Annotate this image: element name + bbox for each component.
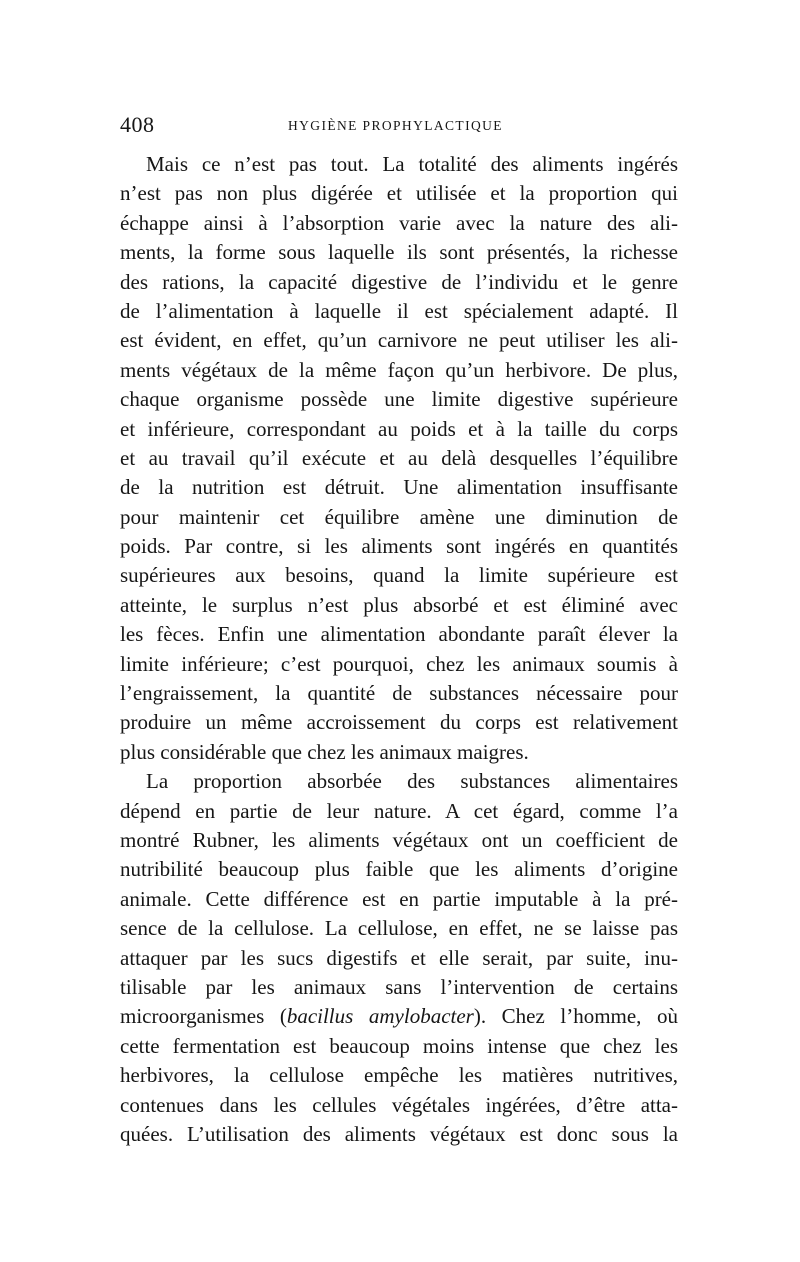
text-line: et inférieure, correspondant au poids et à la taille du corps bbox=[120, 416, 678, 441]
text-line: animale. Cette différence est en partie imputable à la pré- bbox=[120, 886, 678, 911]
text-line: de la nutrition est détruit. Une alimentation insuffisante bbox=[120, 475, 678, 500]
text-line: montré Rubner, les aliments végétaux ont un coefficient de bbox=[120, 827, 678, 852]
text-line: ments, la forme sous laquelle ils sont présentés, la richesse bbox=[120, 240, 678, 265]
text-line: produire un même accroissement du corps est relativement bbox=[120, 710, 678, 735]
text-line: contenues dans les cellules végétales ingérées, d’être atta- bbox=[120, 1092, 678, 1117]
text-line: les fèces. Enfin une alimentation abondante paraît élever la bbox=[120, 622, 678, 647]
text-line: plus considérable que chez les animaux maigres. bbox=[120, 739, 529, 764]
text-line: attaquer par les sucs digestifs et elle serait, par suite, inu- bbox=[120, 945, 678, 970]
body-text bbox=[120, 150, 678, 1149]
text-line: microorganismes (bacillus amylobacter). Chez l’homme, où bbox=[120, 1004, 678, 1029]
text-line: cette fermentation est beaucoup moins intense que chez les bbox=[120, 1033, 678, 1058]
text-line: supérieures aux besoins, quand la limite supérieure est bbox=[120, 563, 678, 588]
text-line: atteinte, le surplus n’est plus absorbé et est éliminé avec bbox=[120, 592, 678, 617]
page-number: 408 bbox=[120, 112, 155, 137]
text-line: herbivores, la cellulose empêche les matières nutritives, bbox=[120, 1063, 678, 1088]
text-line: nutribilité beaucoup plus faible que les aliments d’origine bbox=[120, 857, 678, 882]
text-line: dépend en partie de leur nature. A cet égard, comme l’a bbox=[120, 798, 678, 823]
text-line: échappe ainsi à l’absorption varie avec la nature des ali- bbox=[120, 210, 678, 235]
text-line: poids. Par contre, si les aliments sont ingérés en quantités bbox=[120, 534, 678, 559]
text-line: ments végétaux de la même façon qu’un herbivore. De plus, bbox=[120, 357, 678, 382]
text-line: chaque organisme possède une limite digestive supérieure bbox=[120, 387, 678, 412]
text-line: l’engraissement, la quantité de substances nécessaire pour bbox=[120, 681, 678, 706]
text-line: quées. L’utilisation des aliments végétaux est donc sous la bbox=[120, 1121, 678, 1146]
text-line: de l’alimentation à laquelle il est spécialement adapté. Il bbox=[120, 298, 678, 323]
text-line: limite inférieure; c’est pourquoi, chez les animaux soumis à bbox=[120, 651, 678, 676]
text-line: et au travail qu’il exécute et au delà desquelles l’équilibre bbox=[120, 445, 678, 470]
text-line: sence de la cellulose. La cellulose, en effet, ne se laisse pas bbox=[120, 916, 678, 941]
text-line: pour maintenir cet équilibre amène une diminution de bbox=[120, 504, 678, 529]
text-line: des rations, la capacité digestive de l’individu et le genre bbox=[120, 269, 678, 294]
text-line: Mais ce n’est pas tout. La totalité des aliments ingérés bbox=[146, 152, 678, 176]
running-title: HYGIÈNE PROPHYLACTIQUE bbox=[288, 118, 503, 133]
running-head bbox=[120, 112, 680, 142]
text-line: La proportion absorbée des substances alimentaires bbox=[146, 769, 678, 794]
text-line: est évident, en effet, qu’un carnivore ne peut utiliser les ali- bbox=[120, 328, 678, 353]
text-line: tilisable par les animaux sans l’intervention de certains bbox=[120, 974, 678, 999]
text-line: n’est pas non plus digérée et utilisée et la proportion qui bbox=[120, 181, 678, 206]
species-name: bacillus amylobacter bbox=[286, 1004, 474, 1029]
